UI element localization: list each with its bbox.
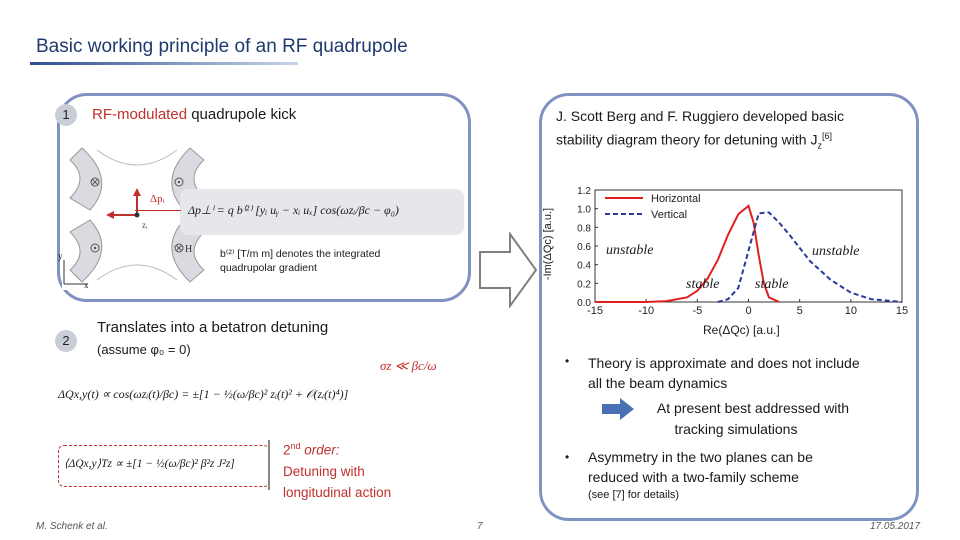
right-heading-ref: [6] [821,131,832,141]
gradient-note: b⁽²⁾ [T/m m] denotes the integrated quadrupolar gradient [220,248,381,274]
bullet-2 [588,447,813,487]
right-heading-line2 [556,126,844,155]
x-tick-label: -15 [587,305,603,317]
x-tick-label: 10 [844,305,857,317]
x-tick-label: 0 [745,305,752,317]
bullet-1-line2: all the beam dynamics [588,375,728,391]
kick-formula: Δp⊥ⁱ = q b⁽²⁾ [yᵢ uᵧ − xᵢ uₓ] cos(ωzᵢ/βc − φ₀) [188,203,399,217]
x-tick-label: 15 [895,305,909,317]
y-tick-label: 0.0 [577,298,591,309]
y-tick-label: 0.6 [577,242,591,253]
footer-page: 7 [477,521,483,532]
diagram-delta-label: Δpᵢ [150,193,165,205]
axis-y-label: y [58,251,63,261]
kick-title [92,106,296,123]
bullet-2-line2: reduced with a two-family scheme [588,469,799,485]
kick-title-colored: RF-modulated [92,106,188,123]
arrow-note [638,398,868,440]
slide-title: Basic working principle of an RF quadrupole [36,36,408,57]
x-tick-label: -5 [692,305,703,317]
right-heading-line1: J. Scott Berg and F. Ruggiero developed basic [556,108,844,124]
bullet-2-line1: Asymmetry in the two planes can be [588,449,813,465]
unstable-left-label: unstable [606,243,654,258]
detuning-title: Translates into a betatron detuning [97,319,329,336]
diagram-zi-label: zᵢ [142,220,148,230]
stable-left-label: stable [686,277,720,292]
diagram-h-label: H [185,244,193,255]
footer-author: M. Schenk et al. [36,521,108,532]
y-tick-label: 1.0 [577,204,591,216]
x-tick-label: -10 [638,305,655,317]
right-heading [556,106,844,155]
y-tick-label: 0.2 [577,279,591,291]
formula-avg: ⟨ΔQx,y⟩Tz ∝ ±[1 − ½(ω/βc)² β²z J²z] [64,458,235,470]
unstable-right-label: unstable [812,244,860,259]
second-order-note [283,436,391,503]
title-underline [30,62,298,65]
detuning-formula: ΔQx,y(t) ∝ cos(ωzᵢ(t)/βc) = ±[1 − ½(ω/βc)² zᵢ(t)² + 𝒪(zᵢ(t)⁴)] [58,387,349,401]
bullet-arrow-icon [600,397,636,421]
bullet-2-dot: • [565,450,570,464]
y-tick-label: 0.4 [577,260,591,272]
right-heading-text: stability diagram theory for detuning with J [556,131,818,148]
footer-date: 17.05.2017 [870,521,921,532]
bullet-1-line1: Theory is approximate and does not include [588,355,860,371]
legend-label-vertical: Vertical [651,209,688,221]
assume-phase: (assume φ₀ = 0) [97,342,191,357]
second-order-heading [283,436,391,461]
condition-text: σz ≪ βc/ω [380,358,437,373]
step-badge-2: 2 [55,330,77,352]
bullet-1 [588,353,860,393]
axis-x-label: x [84,280,89,290]
chart-ylabel: -Im(ΔQc) [a.u.] [542,207,554,281]
kick-formula-arrow [135,210,181,211]
arrow-note-line2: tracking simulations [674,421,798,437]
second-order-line2: longitudinal action [283,484,392,500]
legend-label-horizontal: Horizontal [651,193,701,205]
bullet-1-dot: • [565,354,570,368]
second-order-line1: Detuning with [283,463,365,479]
x-tick-label: 5 [796,305,803,317]
second-order-num: 2 [283,442,291,458]
y-tick-label: 1.2 [577,186,591,197]
formula-connector [268,440,270,490]
y-tick-label: 0.8 [577,223,591,235]
right-heading-sub: z [817,140,822,151]
stable-right-label: stable [755,277,789,292]
arrow-note-line1: At present best addressed with [656,400,850,416]
second-order-label: order: [300,442,340,458]
step-badge-1: 1 [55,104,77,126]
chart-xlabel: Re(ΔQc) [a.u.] [703,323,780,337]
bullet-2-note: (see [7] for details) [588,489,680,501]
kick-title-rest: quadrupole kick [187,106,297,123]
big-right-arrow [478,232,538,308]
second-order-sup: nd [290,441,301,451]
